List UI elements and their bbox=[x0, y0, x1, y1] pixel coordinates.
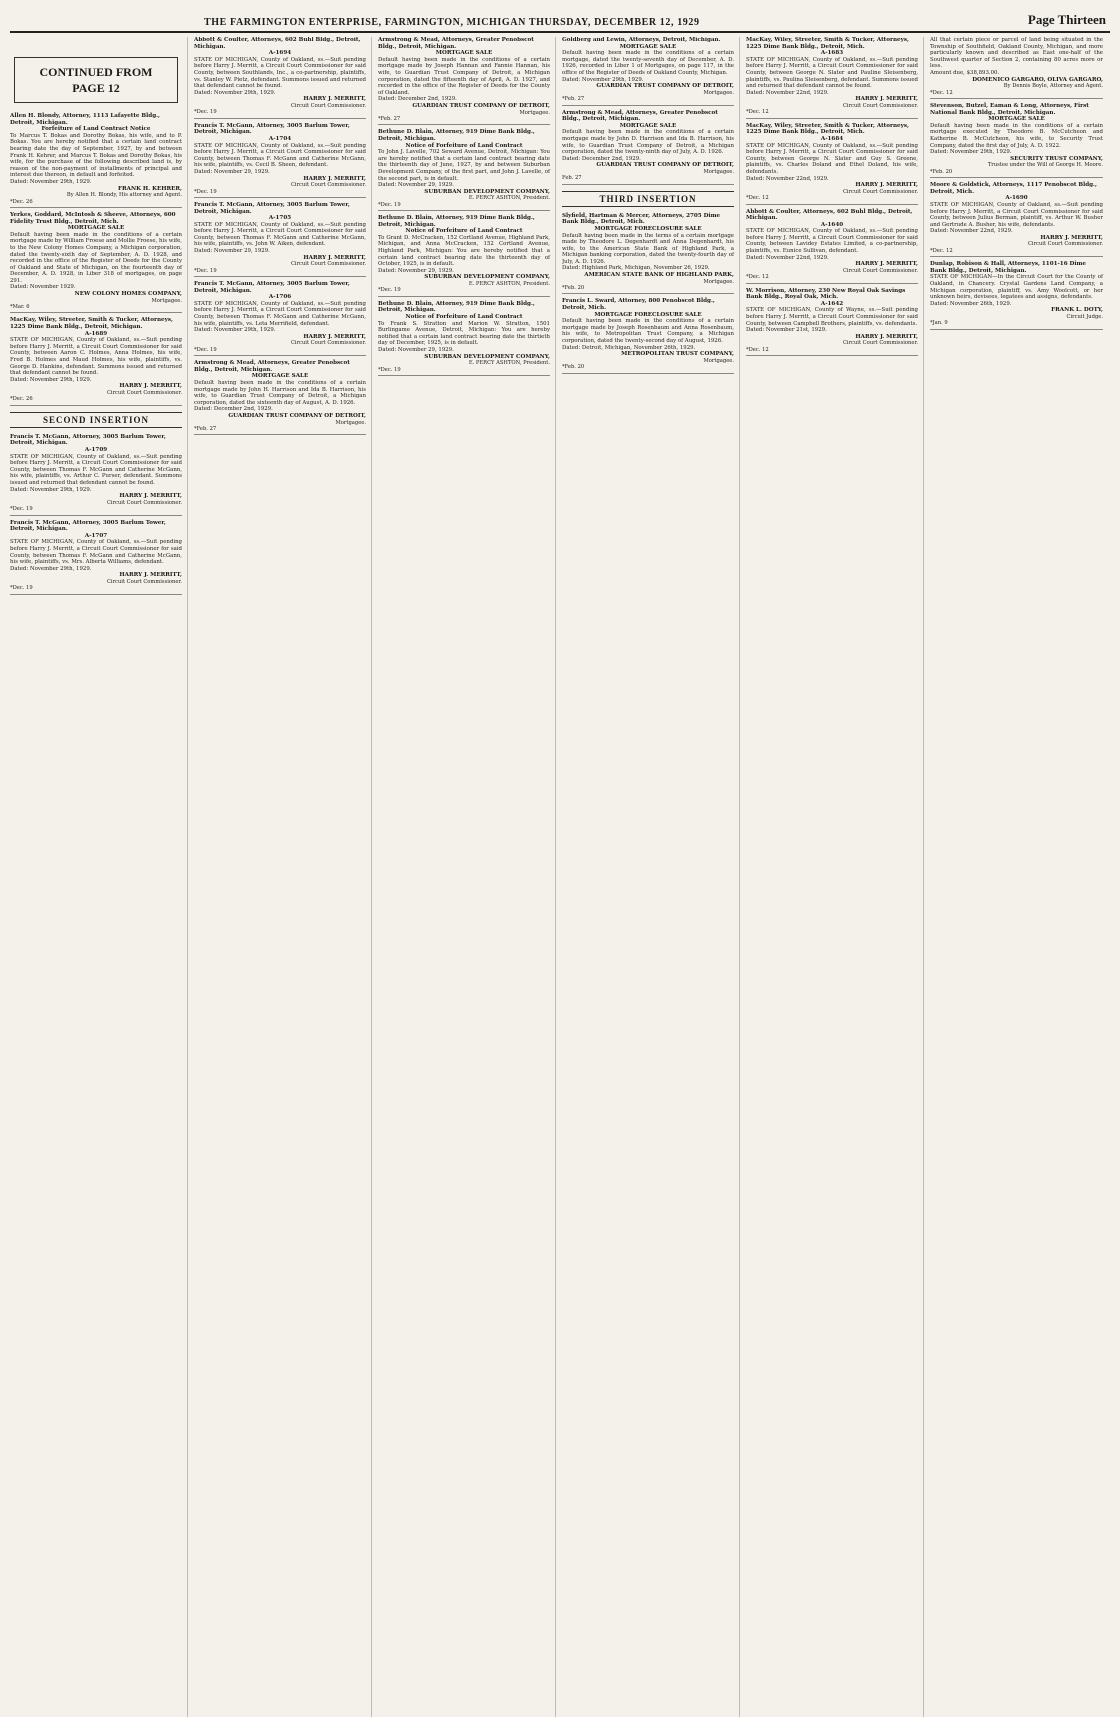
continued-line-2: PAGE 12 bbox=[72, 81, 120, 95]
notice-signature-title: Circuit Court Commissioner. bbox=[106, 390, 182, 396]
notice-body: STATE OF MICHIGAN, County of Oakland, ss.—Suit pending before Harry J. Merritt, a Circuit Court Commissioner for said County, between Thomas F. McGann and Catherine McGann, his wife, plaintiffs, vs. John W. Aiken, defendant. bbox=[194, 221, 366, 248]
notice-signature: HARRY J. MERRITT, bbox=[1040, 234, 1103, 241]
notice-attorney: MacKay, Wiley, Streeter, Smith & Tucker, Attorneys, 1225 Dime Bank Bldg., Detroit, Michigan. bbox=[10, 317, 173, 331]
legal-notice bbox=[378, 301, 550, 376]
notice-attorney: Goldberg and Lewin, Attorneys, Detroit, Michigan. bbox=[562, 37, 721, 43]
notice-publication-date: *Dec. 19 bbox=[194, 268, 366, 277]
notice-publication-date: *Dec. 12 bbox=[746, 109, 918, 118]
notice-signature-title: Circuit Court Commissioner. bbox=[106, 499, 182, 506]
notice-dated: Dated: November 29th, 1929. bbox=[930, 149, 1012, 156]
notice-case-number: MORTGAGE SALE bbox=[67, 225, 125, 232]
notice-signature: SECURITY TRUST COMPANY, bbox=[1010, 155, 1103, 162]
legal-notice bbox=[930, 182, 1103, 257]
notice-case-number: A-1690 bbox=[1005, 195, 1028, 202]
notice-dated: Dated: November 29, 1929. bbox=[194, 168, 270, 175]
notice-attorney: Bethune D. Blain, Attorney, 919 Dime Bank Bldg., Detroit, Michigan. bbox=[378, 300, 535, 314]
notice-case-number: MORTGAGE FORECLOSURE SALE bbox=[594, 311, 702, 318]
notice-signature: HARRY J. MERRITT, bbox=[303, 96, 366, 103]
legal-notice bbox=[378, 215, 550, 297]
notice-signature: HARRY J. MERRITT, bbox=[855, 333, 918, 340]
notice-body: To Grant D. McCracken, 152 Cortland Avenue, Highland Park, Michigan, and Anna McCracken, 152 Cortland Avenue, Highland Park, Michigan: You are hereby notified that a certain land contract bearing date the thirteenth day of October, 1925, is in default. bbox=[378, 234, 550, 268]
notice-publication-date: *Feb. 20 bbox=[562, 285, 734, 294]
legal-notice bbox=[746, 123, 918, 205]
notice-publication-date: *Feb. 20 bbox=[562, 364, 734, 373]
notice-dated: Dated: November 29th, 1929. bbox=[10, 178, 92, 185]
legal-notice bbox=[562, 37, 734, 106]
notice-publication-date: *Dec. 12 bbox=[746, 274, 918, 283]
notice-case-number: Forfeiture of Land Contract Notice bbox=[41, 126, 151, 133]
notice-dated: Dated: November 26th, 1929. bbox=[930, 300, 1012, 307]
notice-body: Default having been made in the conditions of a certain mortgage, dated the twenty-seventh day of December, A. D. 1926, recorded in Liber 1 of Mortgages, on page 117, in the office of the Register of Deeds of Oakland County, Michigan. bbox=[562, 50, 734, 76]
notice-attorney: Francis T. McGann, Attorney, 3005 Barlum Tower, Detroit, Michigan. bbox=[194, 281, 350, 294]
legal-notice bbox=[930, 261, 1103, 330]
notice-attorney: W. Morrison, Attorney, 230 New Royal Oak Savings Bank Bldg., Royal Oak, Mich. bbox=[746, 287, 906, 301]
legal-notice bbox=[194, 37, 366, 119]
notice-body: STATE OF MICHIGAN—In the Circuit Court for the County of Oakland, in Chancery. Crystal Gardens Land Company, a Michigan corporation, plaintiff, vs. Amy Woolcott, or her unknown heirs, devisees, legatees and assigns, defendants. bbox=[930, 274, 1103, 301]
notice-dated: Dated: November 29, 1929. bbox=[194, 248, 270, 255]
notice-dated: Dated: December 2nd, 1929. bbox=[194, 406, 273, 413]
column-5 bbox=[746, 37, 924, 1717]
notice-signature: NEW COLONY HOMES COMPANY, bbox=[74, 291, 182, 298]
notice-signature: GUARDIAN TRUST COMPANY OF DETROIT, bbox=[596, 162, 734, 169]
column-4 bbox=[562, 37, 740, 1717]
notice-case-number: A-1706 bbox=[268, 294, 292, 301]
notice-dated: Dated: November 21st, 1929. bbox=[746, 327, 827, 334]
notice-attorney: Francis L. Sward, Attorney, 800 Penobscot Bldg., Detroit, Mich. bbox=[562, 298, 715, 312]
notice-signature-title: Circuit Court Commissioner. bbox=[1027, 241, 1103, 248]
legal-notice bbox=[930, 37, 1103, 99]
notice-signature-title: Circuit Court Commissioner. bbox=[290, 261, 366, 268]
notice-signature: HARRY J. MERRITT, bbox=[119, 572, 182, 579]
notice-case-number: A-1689 bbox=[84, 330, 108, 337]
notice-dated: Dated: November 22nd, 1929. bbox=[746, 89, 829, 96]
notice-case-number: MORTGAGE SALE bbox=[988, 116, 1045, 123]
notice-dated: Dated: November 22nd, 1929. bbox=[930, 228, 1013, 235]
legal-notice bbox=[746, 209, 918, 284]
notice-signature-title: Circuit Court Commissioner. bbox=[842, 267, 918, 274]
column-3 bbox=[378, 37, 556, 1717]
legal-notice bbox=[10, 520, 182, 595]
notice-dated: Dated: November 22nd, 1929. bbox=[746, 254, 829, 261]
notice-signature-title: Mortgagee. bbox=[703, 89, 734, 96]
notice-attorney: Dunlap, Robison & Hall, Attorneys, 1101-16 Dime Bank Bldg., Detroit, Michigan. bbox=[930, 261, 1086, 274]
notice-signature: SUBURBAN DEVELOPMENT COMPANY, bbox=[424, 353, 550, 360]
notice-signature: HARRY J. MERRITT, bbox=[303, 254, 366, 261]
notice-signature-title: Circuit Court Commissioner. bbox=[106, 578, 182, 585]
notice-publication-date: *Feb. 20 bbox=[930, 169, 1103, 178]
notice-body: STATE OF MICHIGAN, County of Oakland, ss.—Suit pending before Harry J. Merritt, a Circuit Court Commissioner for said County, between George N. Slater and Guy S. Greene, plaintiffs, vs. Charles Doland and Ethel Doland, his wife, defendants. bbox=[746, 142, 918, 175]
notice-signature-title: Mortgagee. bbox=[703, 278, 734, 285]
legal-notice bbox=[194, 123, 366, 198]
notice-case-number: A-1640 bbox=[820, 221, 844, 228]
notice-case-number: MORTGAGE SALE bbox=[619, 43, 677, 50]
notice-case-number: A-1694 bbox=[268, 50, 292, 57]
column-2 bbox=[194, 37, 372, 1717]
notice-publication-date: Feb. 27 bbox=[562, 175, 734, 184]
notice-body: STATE OF MICHIGAN, County of Oakland, ss.—Suit pending before Harry J. Merritt, a Circuit Court Commissioner for said County, between Thomas F. McGann and Catherine McGann, his wife, plaintiffs, vs. Leta Merrifield, defendant. bbox=[194, 300, 366, 327]
notice-case-number: A-1683 bbox=[820, 50, 844, 57]
notice-publication-date: *Dec. 19 bbox=[378, 367, 550, 376]
notice-body: Default having been made in the terms of a certain mortgage made by Theodore L. Degenhardt and Anna Degenhardt, his wife, to the American State Bank of Highland Park, a Michigan banking corporation, dated the twenty-fourth day of July, A. D. 1926. bbox=[562, 232, 734, 265]
notice-signature: GUARDIAN TRUST COMPANY OF DETROIT, bbox=[228, 412, 366, 419]
notice-signature: SUBURBAN DEVELOPMENT COMPANY, bbox=[424, 274, 550, 281]
legal-notice bbox=[930, 103, 1103, 178]
notice-body: STATE OF MICHIGAN, County of Oakland, ss.—Suit pending before Harry J. Merritt, a Circuit Court Commissioner for said County, between Lavidey Estates Limited, a co-partnership, plaintiffs, vs. Eunice Sullivan, defendant. bbox=[746, 228, 918, 255]
notice-attorney: Bethune D. Blain, Attorney, 919 Dime Bank Bldg., Detroit, Michigan. bbox=[378, 215, 535, 228]
notice-signature: FRANK L. DOTY, bbox=[1051, 307, 1103, 314]
notice-body: STATE OF MICHIGAN, County of Oakland, ss.—Suit pending before Harry J. Merritt, a Circuit Court Commissioner for said County, between George N. Slater and Pauline Sleisenberg, plaintiffs, vs. Paulina Sleisenberg, defendant. Summons issued and returned that defendant cannot be found. bbox=[746, 56, 918, 90]
notice-dated: Dated: November 29th, 1929. bbox=[194, 327, 276, 334]
notice-dated: Dated: November 29, 1929. bbox=[378, 267, 454, 274]
notice-signature: HARRY J. MERRITT, bbox=[855, 261, 918, 268]
notice-attorney: Stevenson, Butzel, Eaman & Long, Attorneys, First National Bank Bldg., Detroit, Michigan. bbox=[930, 102, 1089, 116]
legal-notice bbox=[562, 298, 734, 373]
notice-publication-date: *Dec. 19 bbox=[378, 287, 550, 296]
notice-list bbox=[746, 37, 918, 356]
notice-signature-title: Mortgagee. bbox=[335, 419, 366, 426]
notice-publication-date: *Dec. 19 bbox=[10, 585, 182, 594]
notice-dated: Dated: November 29th, 1929. bbox=[10, 486, 92, 493]
legal-notice bbox=[194, 360, 366, 435]
notice-signature-title: Mortgagee. bbox=[519, 109, 550, 116]
notice-list bbox=[378, 37, 550, 376]
notice-body: To Marcus T. Bokas and Dorothy Bokas, his wife, and to P. Bokas. You are hereby notified that a certain land contract bearing date the day of September, 1927, by and between Frank H. Kehrer, and Marcus T. Bokas and Dorothy Bokas, his wife, for the purchase of the following described land is, by reason of the non-payment of installments of principal and interest due thereon, in default and forfeited. bbox=[10, 132, 182, 179]
notice-body: Default having been made in the conditions of a certain mortgage made by William Froese and Mollie Froese, his wife, to the New Colony Homes Company, a Michigan corporation, dated the twenty-sixth day of September, A. D. 1928, and recorded in the office of the Register of Deeds for the County of Oakland and State of Michigan, on the fourteenth day of December, A. D. 1928, in Liber 318 of mortgages, on page 291. bbox=[10, 231, 182, 284]
legal-notice bbox=[194, 281, 366, 356]
notice-publication-date: *Jan. 9 bbox=[930, 320, 1103, 329]
notice-dated: Dated: November 29, 1929. bbox=[378, 347, 454, 353]
notice-attorney: Armstrong & Mead, Attorneys, Greater Penobscot Bldg., Detroit, Michigan. bbox=[378, 37, 534, 50]
notice-case-number: A-1642 bbox=[820, 300, 844, 307]
notice-case-number: MORTGAGE SALE bbox=[435, 50, 493, 57]
notice-body: STATE OF MICHIGAN, County of Oakland, ss.—Suit pending before Harry J. Merritt, a Circuit Court Commissioner for said County, between Aaron C. Holmes, Anna Holmes, his wife, Fred B. Holmes and Maud Holmes, his wife, plaintiffs, vs. George D. Hankins, defendant. Summons issued and returned that defendant cannot be found. bbox=[10, 337, 182, 377]
notice-signature-title: Circuit Court Commissioner. bbox=[842, 340, 918, 347]
notice-attorney: Francis T. McGann, Attorney, 3005 Barlum Tower, Detroit, Michigan. bbox=[194, 201, 350, 215]
notice-signature: HARRY J. MERRITT, bbox=[303, 333, 366, 340]
notice-attorney: Francis T. McGann, Attorney, 3005 Barlum Tower, Detroit, Michigan. bbox=[10, 519, 166, 533]
second-insertion-heading: SECOND INSERTION bbox=[10, 412, 182, 428]
notice-signature: HARRY J. MERRITT, bbox=[855, 96, 918, 103]
notice-body: STATE OF MICHIGAN, County of Oakland, ss.—Suit pending before Harry J. Merritt, a Circuit Court Commissioner for said County, between Thomas F. McGann and Catherine McGann, his wife, plaintiffs, vs. Arthur C. Purser, defendant. Summons issued and returned that defendant cannot be found. bbox=[10, 453, 182, 486]
notice-attorney: Abbott & Coulter, Attorneys, 602 Buhl Bldg., Detroit, Michigan. bbox=[746, 208, 913, 222]
legal-notice bbox=[10, 317, 182, 405]
columns bbox=[10, 37, 1110, 1717]
notice-publication-date: *Dec. 19 bbox=[10, 506, 182, 515]
notice-signature: GUARDIAN TRUST COMPANY OF DETROIT, bbox=[596, 83, 734, 90]
notice-attorney: MacKay, Wiley, Streeter, Smith & Tucker, Attorneys, 1225 Dime Bank Bldg., Detroit, Mich. bbox=[746, 37, 909, 50]
notice-signature: HARRY J. MERRITT, bbox=[119, 493, 182, 500]
notice-case-number: A-1704 bbox=[268, 135, 292, 142]
notice-signature-title: Circuit Court Commissioner. bbox=[842, 102, 918, 109]
notice-signature: GUARDIAN TRUST COMPANY OF DETROIT, bbox=[412, 102, 550, 109]
notice-case-number: MORTGAGE SALE bbox=[619, 122, 677, 129]
notice-dated: Dated: November 29th, 1929. bbox=[10, 565, 92, 572]
legal-notice bbox=[378, 129, 550, 211]
notice-body: Default having been made in the conditions of a certain mortgage made by John H. Harrison and Ida B. Harrison, his wife, to Guardian Trust Company of Detroit, a Michigan corporation, dated the sixteenth day of August, A. D. 1926. bbox=[194, 380, 366, 406]
notice-signature-title: Circuit Court Commissioner. bbox=[290, 102, 366, 109]
paper-title: THE FARMINGTON ENTERPRISE, FARMINGTON, MICHIGAN THURSDAY, DECEMBER 12, 1929 bbox=[204, 17, 700, 28]
notice-attorney: Armstrong & Mead, Attorneys, Greater Penobscot Bldg., Detroit, Michigan. bbox=[562, 109, 718, 123]
legal-notice bbox=[10, 434, 182, 516]
notice-dated: Dated: Highland Park, Michigan, November 26, 1929. bbox=[562, 265, 710, 272]
notice-publication-date: *Dec. 12 bbox=[746, 195, 918, 204]
notice-attorney: Francis T. McGann, Attorney, 3005 Barlum Tower, Detroit, Michigan. bbox=[10, 433, 166, 447]
notice-case-number: A-1684 bbox=[820, 135, 844, 142]
notice-publication-date: *Dec. 12 bbox=[746, 347, 918, 356]
legal-notice bbox=[746, 37, 918, 119]
notice-publication-date: *Feb. 27 bbox=[194, 426, 366, 435]
column-6 bbox=[930, 37, 1108, 1717]
notice-signature-title: Circuit Court Commissioner. bbox=[290, 182, 366, 189]
notice-attorney: Armstrong & Mead, Attorneys, Greater Penobscot Bldg., Detroit, Michigan. bbox=[194, 360, 350, 373]
notice-body: Default having been made in the conditions of a certain mortgage executed by Theodore B. McCutcheon and Katherine B. McCutcheon, his wife, to Security Trust Company, dated the first day of July, A. D. 1922. bbox=[930, 122, 1103, 149]
notice-body: STATE OF MICHIGAN, County of Oakland, ss.—Suit pending before Harry J. Merritt, a Circuit Court Commissioner for said County, between Julius Berman, plaintiff, vs. Arthur W. Busher and Gertrude A. Busher, his wife, defendants. bbox=[930, 201, 1103, 228]
notice-body: All that certain piece or parcel of land being situated in the Township of Southfield, Oakland County, Michigan, and more particularly known and described as East one-half of the Southwest quarter of Section 2, containing 80 acres more or less. bbox=[930, 37, 1103, 70]
notice-attorney: MacKay, Wiley, Streeter, Smith & Tucker, Attorneys, 1225 Dime Bank Bldg., Detroit, Mich. bbox=[746, 122, 909, 136]
notice-signature-title: Trustee under the Will of George H. Moore. bbox=[987, 162, 1103, 169]
notice-signature-title: By Dennis Boyle, Attorney and Agent. bbox=[1003, 83, 1103, 90]
notice-signature-title: E. PERCY ASHTON, President. bbox=[468, 281, 550, 288]
notice-list bbox=[562, 213, 734, 374]
legal-notice bbox=[562, 213, 734, 295]
notice-signature: HARRY J. MERRITT, bbox=[119, 383, 182, 390]
notice-case-number: A-1709 bbox=[84, 447, 108, 453]
legal-notice bbox=[562, 110, 734, 185]
continued-box bbox=[14, 57, 178, 103]
notice-signature-title: Mortgagee. bbox=[703, 357, 734, 364]
notice-publication-date: *Feb. 27 bbox=[562, 96, 734, 105]
notice-signature-title: E. PERCY ASHTON, President. bbox=[468, 360, 550, 367]
notice-body: To John J. Lavelle, 702 Seward Avenue, Detroit, Michigan: You are hereby notified that a certain land contract bearing date the thirteenth day of June, 1927, by and between Suburban Development Company, of the first part, and John J. Lavelle, of the second part, is in default. bbox=[378, 149, 550, 182]
notice-publication-date: *Dec. 19 bbox=[378, 202, 550, 211]
notice-case-number: Notice of Forfeiture of Land Contract bbox=[405, 314, 523, 321]
notice-dated: Dated: December 2nd, 1929. bbox=[378, 96, 457, 103]
legal-notice bbox=[10, 212, 182, 314]
notice-publication-date: *Feb. 27 bbox=[378, 116, 550, 125]
notice-signature-title: Mortgagee. bbox=[151, 297, 182, 304]
page-label: Page Thirteen bbox=[1027, 12, 1106, 27]
notice-body: To Frank S. Stratton and Marion W. Stratton, 1501 Burlingame Avenue, Detroit, Michigan: You are hereby notified that a certain land contract bearing date the thirtieth day of December, 1925, is in default. bbox=[378, 320, 550, 347]
continued-line-1: CONTINUED FROM bbox=[39, 65, 153, 79]
notice-signature: DOMENICO GARGARO, OLIVA GARGARO, bbox=[972, 76, 1103, 83]
notice-list bbox=[930, 37, 1103, 330]
notice-body: Default having been made in the conditions of a certain mortgage made by Joseph Rosenbaum and Anna Rosenbaum, his wife, to Metropolitan Trust Company, a Michigan corporation, dated the twenty-second day of August, 1926. bbox=[562, 318, 734, 345]
notice-signature: METROPOLITAN TRUST COMPANY, bbox=[621, 351, 734, 358]
notice-attorney: Allen H. Blondy, Attorney, 1113 Lafayette Bldg., Detroit, Michigan. bbox=[10, 113, 160, 126]
notice-signature: HARRY J. MERRITT, bbox=[303, 175, 366, 182]
notice-list bbox=[10, 113, 182, 406]
notice-dated: Dated: November 1929. bbox=[10, 284, 76, 291]
notice-attorney: Moore & Goldstick, Attorneys, 1117 Penobscot Bldg., Detroit, Mich. bbox=[930, 182, 1097, 195]
notice-publication-date: *Dec. 19 bbox=[194, 347, 366, 356]
legal-notice bbox=[10, 113, 182, 208]
notice-signature: FRANK H. KEHRER, bbox=[118, 185, 182, 192]
notice-dated: Dated: November 22nd, 1929. bbox=[746, 175, 829, 182]
notice-dated: Dated: December 2nd, 1929. bbox=[562, 155, 641, 162]
notice-list bbox=[562, 37, 734, 185]
notice-signature-title: By Allen H. Blondy, His attorney and Agent. bbox=[66, 192, 182, 199]
notice-body: STATE OF MICHIGAN, County of Wayne, ss.—Suit pending before Harry J. Merritt, a Circuit Court Commissioner for said County, between Campbell Brothers, plaintiffs, vs. defendants. bbox=[746, 307, 918, 327]
notice-publication-date: *Dec. 26 bbox=[10, 396, 182, 405]
notice-publication-date: *Dec. 19 bbox=[194, 189, 366, 198]
notice-signature-title: Circuit Court Commissioner. bbox=[842, 188, 918, 195]
notice-signature-title: Circuit Court Commissioner. bbox=[290, 340, 366, 347]
notice-dated: Dated: November 29th, 1929. bbox=[194, 89, 276, 96]
notice-attorney: Abbott & Coulter, Attorneys, 602 Buhl Bldg., Detroit, Michigan. bbox=[194, 37, 361, 50]
notice-body: Default having been made in the conditions of a certain mortgage made by John D. Harrison and Ida B. Harrison, his wife, to Guardian Trust Company of Detroit, a Michigan corporation, dated the twenty-ninth day of July, A. D. 1926. bbox=[562, 129, 734, 156]
notice-body: STATE OF MICHIGAN, County of Oakland, ss.—Suit pending before Harry J. Merritt, a Circuit Court Commissioner for said County, between Thomas F. McGann and Catherine McGann, his wife, plaintiffs, vs. Cecil B. Sheen, defendant. bbox=[194, 142, 366, 169]
notice-case-number: A-1707 bbox=[84, 532, 108, 539]
notice-attorney: Yerkes, Goddard, McIntosh & Sheeve, Attorneys, 600 Fidelity Trust Bldg., Detroit, Mich. bbox=[10, 211, 176, 225]
notice-attorney: Bethune D. Blain, Attorney, 919 Dime Bank Bldg., Detroit, Michigan. bbox=[378, 129, 535, 142]
notice-body: STATE OF MICHIGAN, County of Oakland, ss.—Suit pending before Harry J. Merritt, a Circuit Court Commissioner for said County, between Southlands, Inc., a co-partnership, plaintiffs, vs. Stanley W. Pietz, defendant. Summons issued and returned that defendant cannot be found. bbox=[194, 56, 366, 90]
notice-publication-date: *Mar. 6 bbox=[10, 304, 182, 313]
notice-signature: AMERICAN STATE BANK OF HIGHLAND PARK, bbox=[584, 272, 734, 279]
notice-body: Default having been made in the conditions of a certain mortgage made by Joseph Hannan and Fannie Hannan, his wife, to Guardian Trust Company of Detroit, a Michigan corporation, dated the fifteenth day of April, A. D. 1927, and recorded in the office of the Register of Deeds for the County of Oakland. bbox=[378, 56, 550, 96]
notice-case-number: A-1705 bbox=[268, 215, 292, 222]
notice-case-number: Notice of Forfeiture of Land Contract bbox=[405, 228, 523, 235]
notice-attorney: Francis T. McGann, Attorney, 3005 Barlum Tower, Detroit, Michigan. bbox=[194, 122, 350, 136]
masthead bbox=[10, 6, 1110, 33]
notice-body: STATE OF MICHIGAN, County of Oakland, ss.—Suit pending before Harry J. Merritt, a Circuit Court Commissioner for said County, between Thomas F. McGann and Catherine McGann, his wife, plaintiffs, vs. Mrs. Alberta Williams, defendant. bbox=[10, 539, 182, 566]
notice-signature: HARRY J. MERRITT, bbox=[855, 182, 918, 189]
notice-publication-date: *Dec. 12 bbox=[930, 90, 1103, 99]
notice-dated: Dated: Detroit, Michigan, November 26th, 1929. bbox=[562, 344, 696, 351]
legal-notice bbox=[194, 202, 366, 277]
notice-dated: Dated: November 29th, 1929. bbox=[562, 76, 644, 83]
notice-publication-date: *Dec. 26 bbox=[10, 199, 182, 208]
notice-dated: Amount due, $38,893.00. bbox=[930, 69, 1000, 76]
notice-signature-title: E. PERCY ASHTON, President. bbox=[468, 195, 550, 202]
column-1 bbox=[10, 37, 188, 1717]
notice-case-number: Notice of Forfeiture of Land Contract bbox=[405, 142, 523, 149]
legal-notice bbox=[746, 288, 918, 357]
notice-signature: SUBURBAN DEVELOPMENT COMPANY, bbox=[424, 188, 550, 195]
notice-signature-title: Mortgagee. bbox=[703, 168, 734, 175]
notice-signature-title: Circuit Judge. bbox=[1066, 314, 1103, 321]
legal-notice bbox=[378, 37, 550, 125]
notice-dated: Dated: November 29, 1929. bbox=[378, 182, 454, 189]
notice-case-number: MORTGAGE FORECLOSURE SALE bbox=[594, 225, 702, 232]
notice-attorney: Slyfield, Hartman & Mercer, Attorneys, 2705 Dime Bank Bldg., Detroit, Mich. bbox=[562, 212, 721, 226]
notice-publication-date: *Dec. 19 bbox=[194, 109, 366, 118]
notice-list bbox=[10, 434, 182, 595]
notice-dated: Dated: November 29th, 1929. bbox=[10, 376, 92, 383]
notice-case-number: MORTGAGE SALE bbox=[251, 373, 309, 380]
third-insertion-heading: THIRD INSERTION bbox=[562, 191, 734, 207]
notice-list bbox=[194, 37, 366, 435]
notice-publication-date: *Dec. 12 bbox=[930, 248, 1103, 257]
